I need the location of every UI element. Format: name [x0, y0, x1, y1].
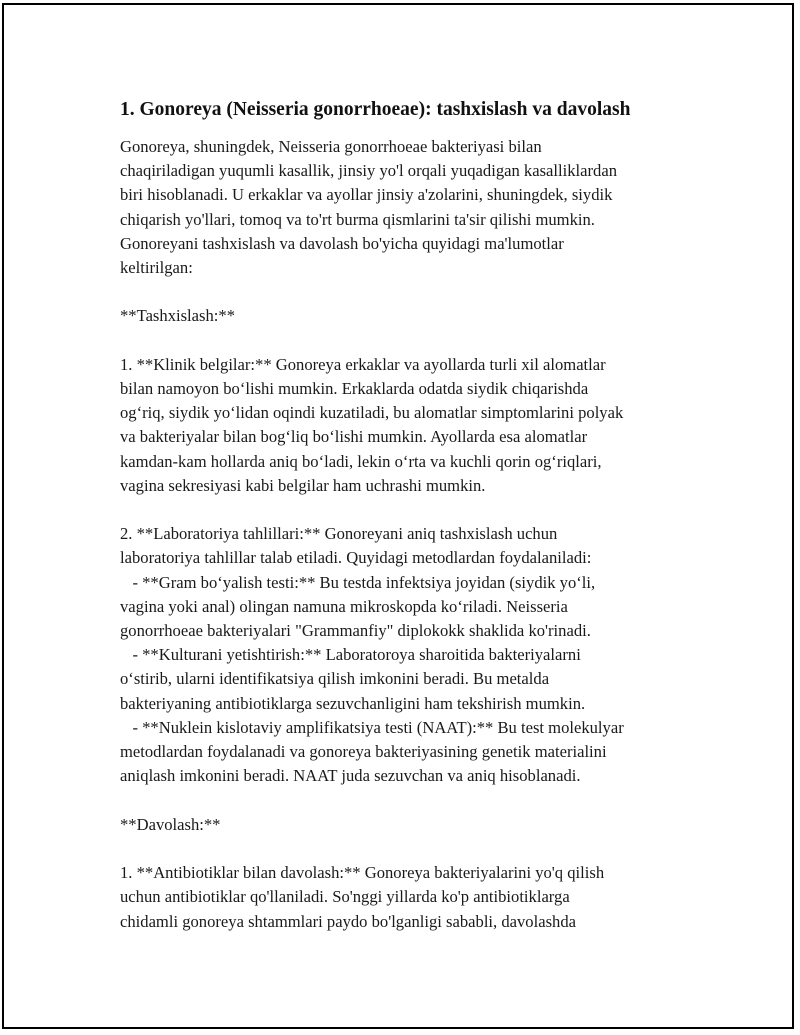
document-content	[120, 97, 690, 934]
document-page	[2, 3, 794, 1029]
document-title: 1. Gonoreya (Neisseria gonorrhoeae): tashxislash va davolash	[120, 99, 631, 120]
document-body: Gonoreya, shuningdek, Neisseria gonorrhoeae bakteriyasi bilan chaqiriladigan yuqumli kasallik, jinsiy yo'l orqali yuqadigan kasalliklardan biri hisoblanadi. U erkaklar va ayollar jinsiy a'zolarini, shuningdek, siydik chiqarish yo'llari, tomoq va to'rt burma qismlarini ta'sir qilishi mumkin. Gonoreyani tashxislash va davolash bo'yicha quyidagi ma'lumotlar keltirilgan: **Tashxislash:** 1. **Klinik belgilar:** Gonoreya erkaklar va ayollarda turli xil alomatlar bilan namoyon bo‘lishi mumkin. Erkaklarda odatda siydik chiqarishda og‘riq, siydik yo‘lidan oqindi kuzatiladi, bu alomatlar simptomlarini polyak va bakteriyalar bilan bog‘liq bo‘lishi mumkin. Ayollarda esa alomatlar kamdan-kam hollarda aniq bo‘ladi, lekin o‘rta va kuchli qorin og‘riqlari, vagina sekresiyasi kabi belgilar ham uchrashi mumkin. 2. **Laboratoriya tahlillari:** Gonoreyani aniq tashxislash uchun laboratoriya tahlillar talab etiladi. Quyidagi metodlardan foydalaniladi: - **Gram bo‘yalish testi:** Bu testda infektsiya joyidan (siydik yo‘li, vagina yoki anal) olingan namuna mikroskopda ko‘riladi. Neisseria gonorrhoeae bakteriyalari "Grammanfiy" diplokokk shaklida ko'rinadi. - **Kulturani yetishtirish:** Laboratoroya sharoitida bakteriyalarni o‘stirib, ularni identifikatsiya qilish imkonini beradi. Bu metalda bakteriyaning antibiotiklarga sezuvchanligini ham tekshirish mumkin. - **Nuklein kislotaviy amplifikatsiya testi (NAAT):** Bu test molekulyar metodlardan foydalanadi va gonoreya bakteriyasining genetik materialini aniqlash imkonini beradi. NAAT juda sezuvchan va aniq hisoblanadi. **Davolash:** 1. **Antibiotiklar bilan davolash:** Gonoreya bakteriyalarini yo'q qilish uchun antibiotiklar qo'llaniladi. So'nggi yillarda ko'p antibiotiklarga chidamli gonoreya shtammlari paydo bo'lganligi sababli, davolashda	[120, 137, 624, 931]
